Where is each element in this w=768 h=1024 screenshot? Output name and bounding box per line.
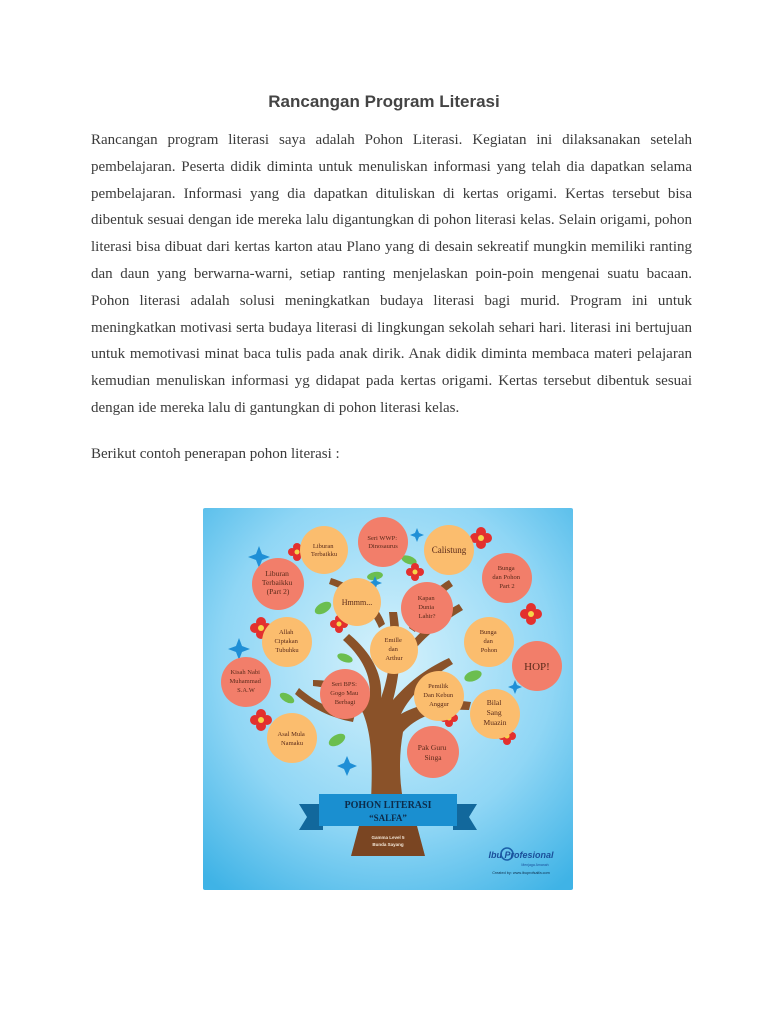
trunk-caption-2: Bunda Sayang <box>372 842 404 847</box>
banner-subtitle: “SALFA” <box>369 813 407 823</box>
bubble-16 <box>267 713 317 763</box>
svg-text:Seri WWP: Dinosaurus: Seri WWP: Dinosaurus <box>367 535 398 550</box>
poster-canvas <box>203 508 573 890</box>
document-title: Rancangan Program Literasi <box>268 92 500 111</box>
bubble-8 <box>262 617 312 667</box>
poster-banner <box>299 794 477 830</box>
literacy-tree-poster <box>203 508 573 890</box>
bubble-5 <box>482 553 532 603</box>
svg-text:Calistung: Calistung <box>431 545 467 555</box>
intro-text: Berikut contoh penerapan pohon literasi : <box>91 446 340 462</box>
svg-text:Asal Mula Namaku: Asal Mula Namaku <box>277 731 305 747</box>
svg-text:Bunga dan Pohon: Bunga dan Pohon Part 2 <box>492 565 520 590</box>
svg-text:Pak Guru Singa: Pak Guru Singa <box>417 743 447 762</box>
banner-title: POHON LITERASI <box>344 800 432 811</box>
bubble-12 <box>221 657 271 707</box>
bubble-3 <box>424 525 474 575</box>
svg-text:Kisah Nabi Muhammad: Kisah Nabi Muhammad S.A.W <box>229 669 261 694</box>
bubble-1 <box>358 517 408 567</box>
bubble-10 <box>464 617 514 667</box>
svg-text:Seri BPS: Gogo Mau: Seri BPS: Gogo Mau Berbagi <box>330 681 359 706</box>
credit-text: Created by: www.ibuprofsalfa.com <box>492 871 550 875</box>
body-paragraph: Rancangan program literasi saya adalah Pohon Literasi. Kegiatan ini dilaksanakan setelah pembelajaran. Peserta didik diminta untuk menuliskan informasi yang telah dia dapatkan selama pembelajaran. Informasi yang dia dapatkan dituliskan di kertas origami. Kertas tersebut bisa dibentuk sesuai dengan ide mereka lalu digantungkan di pohon literasi kelas. Selain origami, pohon literasi bisa dibuat dari kertas karton atau Plano yang di desain sekreatif mungkin memiliki ranting dan daun yang berwarna-warni, setiap ranting menjelaskan poin-poin mengenai suatu bacaan. Pohon literasi adalah solusi meningkatkan budaya literasi bagi murid. Program ini untuk meningkatkan motivasi serta budaya literasi di lingkungan sekolah sehari hari. literasi ini bertujuan untuk memotivasi minat baca tulis pada anak dirik. Anak didik diminta membaca materi pelajaran kemudian menuliskan informasi yg didapat pada kertas origami. Kertas tersebut dibentuk sesuai dengan ide mereka lalu di gantungkan di pohon literasi kelas. <box>91 132 692 416</box>
svg-text:Bunga dan Poho: Bunga dan Pohon <box>479 629 498 654</box>
bubble-6 <box>333 578 381 626</box>
svg-text:Kapan Dunia La: Kapan Dunia Lahir? <box>417 595 436 620</box>
svg-text:Hmmm...: Hmmm... <box>341 598 373 607</box>
bubble-13 <box>320 669 370 719</box>
svg-text:Liburan Terbaikku: Liburan Terbaikku <box>310 543 338 558</box>
trunk-caption-1: Gamma Level 5 <box>371 835 405 840</box>
logo-tagline: Menjaga Amanah <box>521 863 549 867</box>
svg-text:Liburan Terbaikku: Liburan Terbaikku (Part 2) <box>261 569 293 596</box>
bubble-14 <box>414 671 464 721</box>
svg-text:Emille dan Art: Emille dan Arthur <box>384 637 403 662</box>
svg-text:Bilal Sang Mua: Bilal Sang Muazin <box>483 698 507 727</box>
bubble-2 <box>300 526 348 574</box>
bubble-15 <box>470 689 520 739</box>
bubble-9 <box>370 626 418 674</box>
bubble-17 <box>407 726 459 778</box>
svg-text:Allah Ciptakan: Allah Ciptakan Tubuhku <box>274 629 299 654</box>
logo-text: Ibu Profesional <box>488 850 554 860</box>
trunk-base <box>351 826 425 856</box>
bubble-11 <box>512 641 562 691</box>
bubble-4 <box>252 558 304 610</box>
bubble-7 <box>401 582 453 634</box>
svg-text:Pemilik Dan Kebun: Pemilik Dan Kebun Anggur <box>423 683 454 708</box>
svg-text:HOP!: HOP! <box>524 661 550 673</box>
